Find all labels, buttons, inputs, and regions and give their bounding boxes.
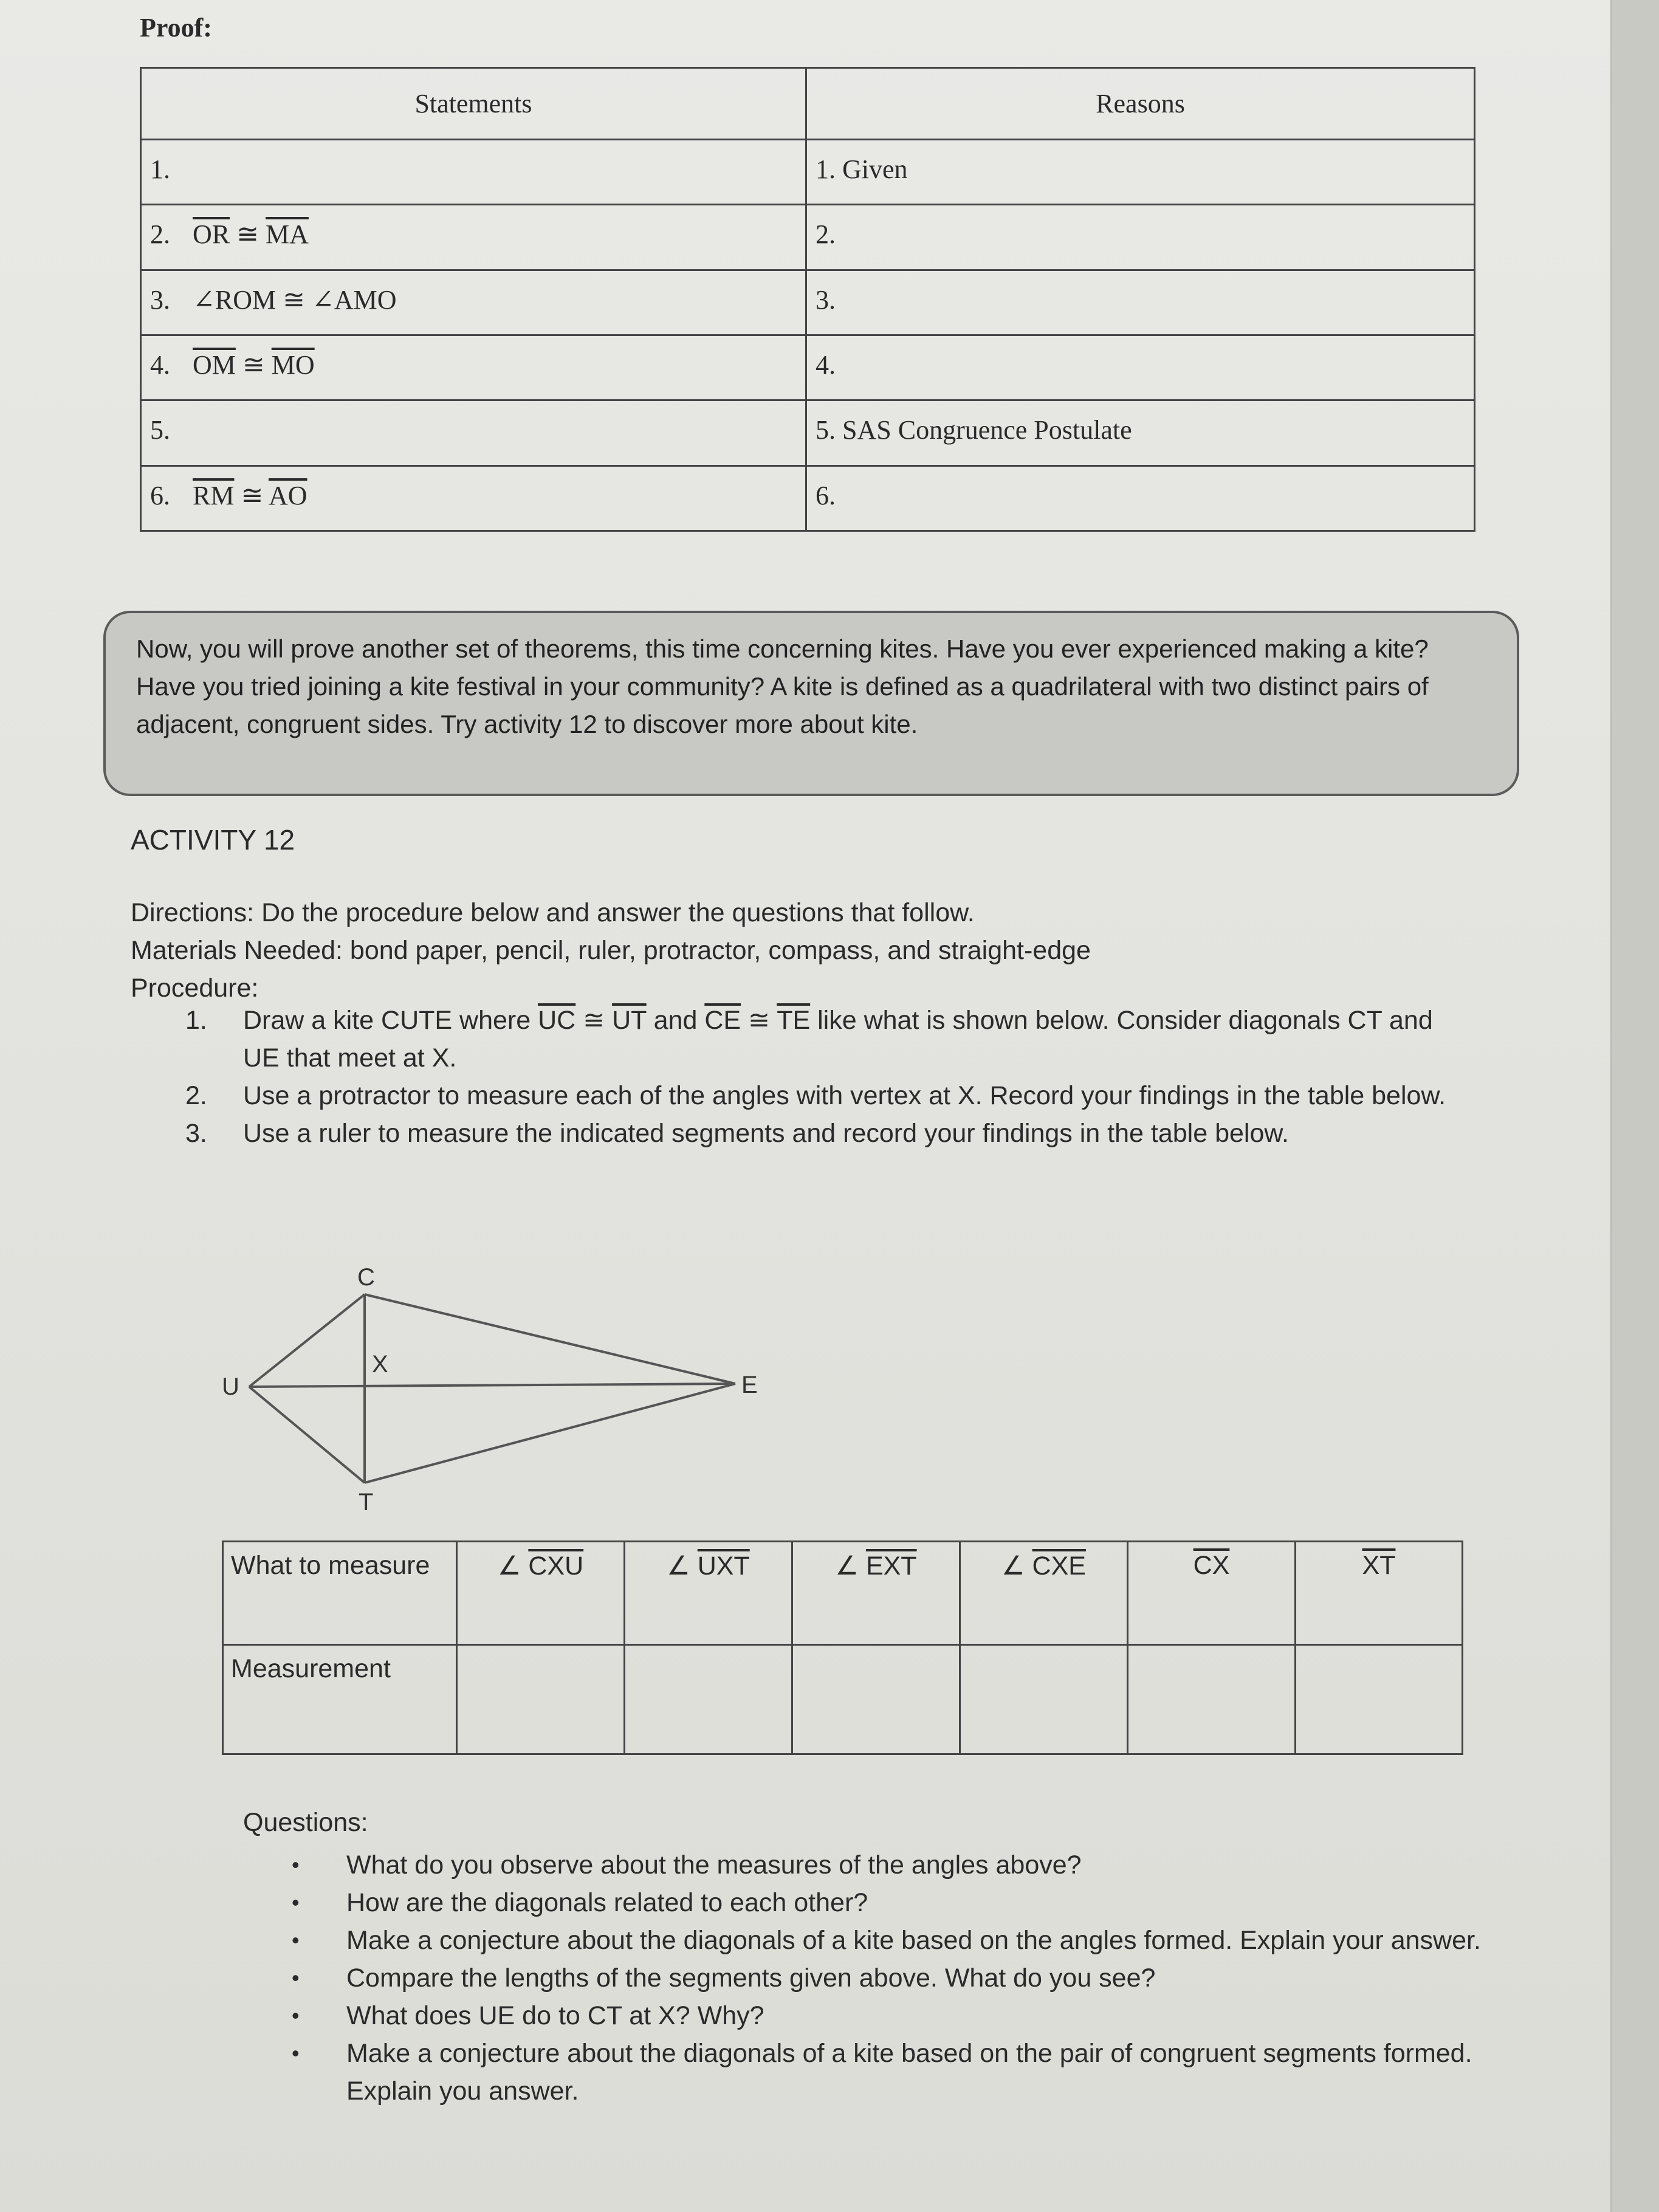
reason-text: 6. bbox=[816, 480, 836, 510]
angle-cxu-label: $\overline{CXU}$ bbox=[528, 1551, 584, 1581]
vertex-c-label: C bbox=[357, 1264, 375, 1291]
measurement-cell[interactable] bbox=[1296, 1645, 1463, 1754]
question-item bbox=[292, 2035, 1495, 2110]
procedure-step bbox=[185, 1001, 1474, 1077]
segment-ce: $\overline{CE}$ bbox=[704, 1006, 741, 1035]
intersection-x-label: X bbox=[372, 1351, 388, 1378]
bullet-icon: • bbox=[292, 1928, 300, 1953]
congruent-symbol: ≅ bbox=[575, 1006, 613, 1035]
angle-cxe-header bbox=[960, 1542, 1128, 1645]
reason-text: 1. Given bbox=[816, 154, 908, 184]
segment-te: $\overline{TE}$ bbox=[777, 1006, 811, 1035]
step-number: 2. bbox=[185, 1081, 207, 1110]
side-ce bbox=[365, 1294, 735, 1384]
angle-icon: ∠ bbox=[835, 1551, 859, 1581]
step-text: Use a protractor to measure each of the angles with vertex at X. Record your findings in the table below. bbox=[243, 1081, 1446, 1110]
measurement-cell[interactable] bbox=[960, 1645, 1128, 1754]
statement-number: 1. bbox=[150, 154, 170, 184]
angle-icon: ∠ bbox=[497, 1551, 521, 1581]
question-text: Make a conjecture about the diagonals of a kite based on the angles formed. Explain your answer. bbox=[346, 1926, 1481, 1955]
procedure-list bbox=[185, 1001, 1474, 1152]
segment-uc: $\overline{UC}$ bbox=[538, 1006, 576, 1035]
directions-text: Directions: Do the procedure below and answer the questions that follow. bbox=[131, 898, 975, 927]
reason-text: 3. bbox=[816, 284, 836, 315]
diagonal-ue bbox=[249, 1384, 735, 1387]
question-item bbox=[292, 1922, 1495, 1959]
question-text: Make a conjecture about the diagonals of a kite based on the pair of congruent segments formed. Explain you answer. bbox=[346, 2039, 1472, 2106]
measurement-table bbox=[222, 1540, 1463, 1755]
segment-ut: $\overline{UT}$ bbox=[612, 1006, 647, 1035]
questions-title: Questions: bbox=[243, 1808, 368, 1837]
question-text: What do you observe about the measures of the angles above? bbox=[346, 1850, 1082, 1880]
segment-cx-header bbox=[1128, 1542, 1296, 1645]
segment-cx-label: $\overline{CX}$ bbox=[1193, 1551, 1230, 1580]
question-text: What does UE do to CT at X? Why? bbox=[346, 2001, 764, 2030]
proof-row bbox=[141, 400, 1475, 465]
statement-text: ∠ROM ≅ ∠AMO bbox=[193, 284, 397, 315]
question-item bbox=[292, 1846, 1495, 1884]
statement-number: 6. bbox=[150, 480, 170, 510]
angle-cxu-header bbox=[457, 1542, 625, 1645]
step-number: 1. bbox=[185, 1006, 207, 1035]
measurement-cell[interactable] bbox=[1128, 1645, 1296, 1754]
side-te bbox=[365, 1384, 735, 1483]
reason-text: 4. bbox=[816, 349, 836, 380]
what-to-measure-label: What to measure bbox=[223, 1542, 457, 1645]
kite-intro-callout: Now, you will prove another set of theorems, this time concerning kites. Have you ever experienced making a kite? Have you tried joining a kite festival in your community? A kite is defined as a quadrilateral with two distinct pairs of adjacent, congruent sides. Try activity 12 to discover more about kite. bbox=[103, 611, 1519, 796]
side-ut bbox=[249, 1387, 365, 1483]
procedure-label: Procedure: bbox=[131, 974, 259, 1003]
materials-text: Materials Needed: bond paper, pencil, ruler, protractor, compass, and straight-edge bbox=[131, 936, 1091, 965]
statement-text: $\overline{OR}$ ≅ $\overline{MA}$ bbox=[193, 219, 309, 250]
segment-xt-label: $\overline{XT}$ bbox=[1362, 1551, 1396, 1580]
kite-cute-diagram bbox=[213, 1252, 796, 1537]
background-edge bbox=[1610, 0, 1659, 2212]
vertex-t-label: T bbox=[359, 1489, 374, 1516]
vertex-u-label: U bbox=[222, 1373, 239, 1400]
proof-title: Proof: bbox=[140, 13, 212, 43]
bullet-icon: • bbox=[292, 1965, 300, 1990]
procedure-step bbox=[185, 1077, 1474, 1115]
proof-row bbox=[141, 465, 1475, 531]
step-text: and bbox=[646, 1006, 705, 1035]
statement-number: 3. bbox=[150, 284, 170, 315]
statements-header: Statements bbox=[141, 68, 806, 140]
question-item bbox=[292, 1997, 1495, 2035]
proof-row bbox=[141, 205, 1475, 270]
bullet-icon: • bbox=[292, 1852, 300, 1877]
question-item bbox=[292, 1884, 1495, 1922]
side-uc bbox=[249, 1294, 365, 1387]
proof-row bbox=[141, 140, 1475, 205]
statement-number: 5. bbox=[150, 415, 170, 445]
question-item bbox=[292, 1959, 1495, 1997]
measurement-cell[interactable] bbox=[792, 1645, 960, 1754]
segment-xt-header bbox=[1296, 1542, 1463, 1645]
reason-text: 5. SAS Congruence Postulate bbox=[816, 415, 1132, 445]
procedure-step bbox=[185, 1115, 1474, 1152]
bullet-icon: • bbox=[292, 1890, 300, 1915]
statement-text: $\overline{OM}$ ≅ $\overline{MO}$ bbox=[193, 349, 315, 380]
angle-ext-label: $\overline{EXT}$ bbox=[865, 1551, 917, 1581]
step-number: 3. bbox=[185, 1119, 207, 1148]
question-text: How are the diagonals related to each other? bbox=[346, 1888, 868, 1917]
vertex-e-label: E bbox=[741, 1372, 758, 1398]
statement-number: 2. bbox=[150, 219, 170, 250]
bullet-icon: • bbox=[292, 2041, 300, 2066]
proof-row bbox=[141, 270, 1475, 335]
questions-list bbox=[292, 1846, 1495, 2110]
congruent-symbol: ≅ bbox=[741, 1006, 777, 1035]
bullet-icon: • bbox=[292, 2003, 300, 2028]
step-text: Draw a kite CUTE where bbox=[243, 1006, 538, 1035]
reasons-header: Reasons bbox=[806, 68, 1475, 140]
measurement-label: Measurement bbox=[223, 1645, 457, 1754]
question-text: Compare the lengths of the segments given above. What do you see? bbox=[346, 1963, 1156, 1993]
proof-row bbox=[141, 335, 1475, 400]
angle-ext-header bbox=[792, 1542, 960, 1645]
reason-text: 2. bbox=[816, 219, 836, 250]
step-text: like what is shown below. Consider diagonals CT and UE that meet at X. bbox=[243, 1006, 1433, 1073]
statement-text: $\overline{RM}$ ≅ $\overline{AO}$ bbox=[193, 480, 307, 510]
angle-cxe-label: $\overline{CXE}$ bbox=[1032, 1551, 1086, 1581]
measurement-cell[interactable] bbox=[625, 1645, 792, 1754]
angle-icon: ∠ bbox=[667, 1551, 690, 1581]
angle-icon: ∠ bbox=[1001, 1551, 1025, 1581]
angle-uxt-label: $\overline{UXT}$ bbox=[697, 1551, 750, 1581]
angle-uxt-header bbox=[625, 1542, 792, 1645]
measurement-cell[interactable] bbox=[457, 1645, 625, 1754]
proof-table bbox=[140, 67, 1475, 532]
step-text: Use a ruler to measure the indicated segments and record your findings in the table below. bbox=[243, 1119, 1289, 1148]
statement-number: 4. bbox=[150, 349, 170, 380]
activity-title: ACTIVITY 12 bbox=[131, 824, 295, 856]
